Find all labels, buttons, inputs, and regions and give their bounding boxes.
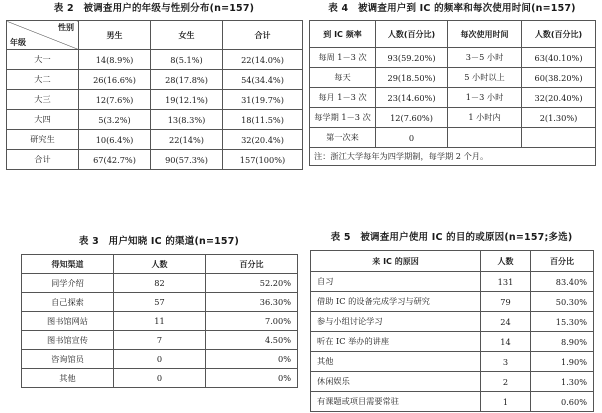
table-cell: 83.40%	[531, 272, 594, 292]
corner-top-label: 性别	[58, 23, 74, 32]
table-cell: 52.20%	[206, 274, 298, 293]
row-label-cell: 休闲娱乐	[311, 372, 481, 392]
row-label-cell: 图书馆网站	[22, 312, 114, 331]
column-header: 人数	[481, 251, 531, 272]
table-2-block	[6, 2, 302, 170]
table-cell: 67(42.7%)	[79, 150, 151, 170]
table-row	[310, 48, 596, 68]
row-label-cell: 每天	[310, 68, 376, 88]
table-3-caption: 表 3 用户知晓 IC 的渠道(n=157)	[78, 236, 240, 247]
table-cell: 54(34.4%)	[223, 70, 303, 90]
table-row	[22, 312, 298, 331]
row-label-cell: 咨询馆员	[22, 350, 114, 369]
corner-bottom-label: 年级	[10, 38, 26, 47]
table-cell: 1.90%	[531, 352, 594, 372]
column-header: 来 IC 的原因	[311, 251, 481, 272]
row-label-cell: 每学期 1－3 次	[310, 108, 376, 128]
table-cell: 1 小时内	[448, 108, 522, 128]
table-4-body	[310, 48, 596, 148]
column-header: 人数(百分比)	[522, 21, 596, 48]
table-cell: 8(5.1%)	[151, 50, 223, 70]
table-row	[7, 70, 303, 90]
table-row	[22, 255, 298, 274]
table-row	[311, 392, 594, 412]
table-cell: 50.30%	[531, 292, 594, 312]
table-4	[309, 20, 596, 166]
row-label-cell: 研究生	[7, 130, 79, 150]
table-3	[21, 254, 298, 388]
row-label-cell: 自习	[311, 272, 481, 292]
table-row	[311, 312, 594, 332]
table-cell: 23(14.60%)	[376, 88, 448, 108]
table-cell: 24	[481, 312, 531, 332]
table-cell: 11	[114, 312, 206, 331]
table-cell	[448, 128, 522, 148]
table-cell: 13(8.3%)	[151, 110, 223, 130]
table-2-body	[7, 50, 303, 170]
table-cell: 4.50%	[206, 331, 298, 350]
table-cell	[522, 128, 596, 148]
row-label-cell: 听在 IC 举办的讲座	[311, 332, 481, 352]
table-cell: 0	[376, 128, 448, 148]
column-header: 合计	[223, 21, 303, 50]
table-row	[22, 331, 298, 350]
table-cell: 31(19.7%)	[223, 90, 303, 110]
table-cell: 28(17.8%)	[151, 70, 223, 90]
row-label-cell: 大一	[7, 50, 79, 70]
row-label-cell: 自己探索	[22, 293, 114, 312]
table-2-caption: 表 2 被调查用户的年级与性别分布(n=157)	[53, 3, 255, 14]
table-cell: 3－5 小时	[448, 48, 522, 68]
table-5-block	[310, 231, 593, 412]
table-cell: 0%	[206, 369, 298, 388]
table-cell: 1－3 小时	[448, 88, 522, 108]
table-5-body	[311, 272, 594, 412]
table-cell: 7	[114, 331, 206, 350]
table-cell: 12(7.60%)	[376, 108, 448, 128]
table-4-block	[309, 2, 595, 166]
column-header: 男生	[79, 21, 151, 50]
table-row	[7, 110, 303, 130]
table-cell: 10(6.4%)	[79, 130, 151, 150]
table-cell: 2	[481, 372, 531, 392]
column-header: 每次使用时间	[448, 21, 522, 48]
row-label-cell: 大三	[7, 90, 79, 110]
table-row	[310, 88, 596, 108]
table-cell: 1.30%	[531, 372, 594, 392]
table-row	[311, 352, 594, 372]
table-row	[311, 372, 594, 392]
table-cell: 0	[114, 350, 206, 369]
table-cell: 7.00%	[206, 312, 298, 331]
table-row	[22, 274, 298, 293]
table-row	[22, 350, 298, 369]
column-header: 人数(百分比)	[376, 21, 448, 48]
table-row	[7, 150, 303, 170]
row-label-cell: 大四	[7, 110, 79, 130]
table-row	[311, 292, 594, 312]
table-row	[310, 21, 596, 48]
column-header: 百分比	[531, 251, 594, 272]
table-cell: 22(14.0%)	[223, 50, 303, 70]
row-label-cell: 同学介绍	[22, 274, 114, 293]
table-cell: 8.90%	[531, 332, 594, 352]
table-cell: 22(14%)	[151, 130, 223, 150]
table-cell: 0.60%	[531, 392, 594, 412]
table-cell: 2(1.30%)	[522, 108, 596, 128]
table-row	[7, 130, 303, 150]
table-cell: 0	[114, 369, 206, 388]
table-cell: 63(40.10%)	[522, 48, 596, 68]
table-row	[310, 68, 596, 88]
table-cell: 157(100%)	[223, 150, 303, 170]
table-cell: 12(7.6%)	[79, 90, 151, 110]
row-label-cell: 每月 1－3 次	[310, 88, 376, 108]
table-row	[310, 108, 596, 128]
table-row	[310, 128, 596, 148]
row-label-cell: 大二	[7, 70, 79, 90]
table-row	[22, 369, 298, 388]
column-header: 女生	[151, 21, 223, 50]
row-label-cell: 借助 IC 的设备完成学习与研究	[311, 292, 481, 312]
column-header: 人数	[114, 255, 206, 274]
table-cell: 5 小时以上	[448, 68, 522, 88]
row-label-cell: 合计	[7, 150, 79, 170]
table-cell: 26(16.6%)	[79, 70, 151, 90]
table-cell: 90(57.3%)	[151, 150, 223, 170]
table-row	[311, 251, 594, 272]
table-cell: 82	[114, 274, 206, 293]
row-label-cell: 每周 1－3 次	[310, 48, 376, 68]
table-row	[311, 272, 594, 292]
table-cell: 14	[481, 332, 531, 352]
row-label-cell: 参与小组讨论学习	[311, 312, 481, 332]
row-label-cell: 第一次来	[310, 128, 376, 148]
table-4-caption: 表 4 被调查用户到 IC 的频率和每次使用时间(n=157)	[328, 3, 576, 14]
table-2	[6, 20, 303, 170]
table-note-row	[310, 148, 596, 166]
table-cell: 32(20.40%)	[522, 88, 596, 108]
row-label-cell: 其他	[22, 369, 114, 388]
row-label-cell: 有课题或项目需要常驻	[311, 392, 481, 412]
table-3-body	[22, 274, 298, 388]
row-label-cell: 图书馆宣传	[22, 331, 114, 350]
table-cell: 29(18.50%)	[376, 68, 448, 88]
table-cell: 93(59.20%)	[376, 48, 448, 68]
table-cell: 15.30%	[531, 312, 594, 332]
table-cell: 79	[481, 292, 531, 312]
column-header: 得知渠道	[22, 255, 114, 274]
table-cell: 3	[481, 352, 531, 372]
table-cell: 60(38.20%)	[522, 68, 596, 88]
table-cell: 0%	[206, 350, 298, 369]
table-row	[311, 332, 594, 352]
table-cell: 1	[481, 392, 531, 412]
table-5	[310, 250, 594, 412]
table-4-note: 注：浙江大学每年为四学期制，每学期 2 个月。	[310, 148, 596, 166]
table-cell: 18(11.5%)	[223, 110, 303, 130]
row-label-cell: 其他	[311, 352, 481, 372]
table-2-corner-cell	[7, 21, 79, 50]
table-cell: 36.30%	[206, 293, 298, 312]
table-cell: 32(20.4%)	[223, 130, 303, 150]
table-row	[7, 21, 303, 50]
table-row	[7, 90, 303, 110]
table-row	[7, 50, 303, 70]
table-3-block	[21, 235, 297, 388]
table-cell: 5(3.2%)	[79, 110, 151, 130]
table-cell: 19(12.1%)	[151, 90, 223, 110]
table-cell: 57	[114, 293, 206, 312]
table-cell: 14(8.9%)	[79, 50, 151, 70]
table-row	[22, 293, 298, 312]
column-header: 到 IC 频率	[310, 21, 376, 48]
table-cell: 131	[481, 272, 531, 292]
column-header: 百分比	[206, 255, 298, 274]
table-5-caption: 表 5 被调查用户使用 IC 的目的或原因(n=157;多选)	[330, 232, 573, 243]
